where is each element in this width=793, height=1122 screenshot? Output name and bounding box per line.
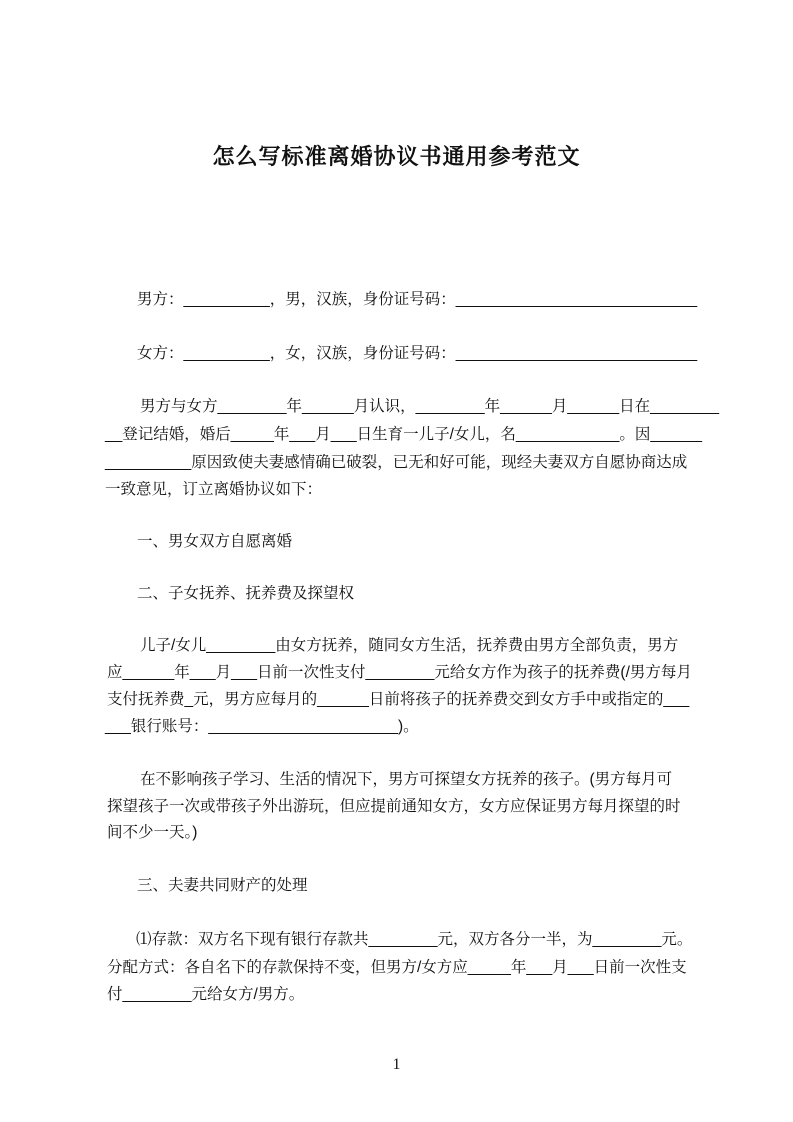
intro-line: __________原因致使夫妻感情确已破裂，已无和好可能，现经夫妻双方自愿协商达成 <box>105 454 688 471</box>
custody-line: ___银行账号：______________________)。 <box>105 718 419 735</box>
document-title: 怎么写标准离婚协议书通用参考范文 <box>212 144 581 169</box>
section-heading-1: 一、男女双方自愿离婚 <box>137 533 293 550</box>
intro-line: __登记结婚，婚后_____年___月___日生育一儿子/女儿，名____________。因______ <box>105 426 703 443</box>
visitation-line: 探望孩子一次或带孩子外出游玩，但应提前通知女方，女方应保证男方每月探望的时 <box>107 798 681 815</box>
male-party-line: 男方：__________，男，汉族，身份证号码：____________________________ <box>137 291 698 308</box>
section-heading-2: 二、子女抚养、抚养费及探望权 <box>137 585 355 602</box>
visitation-line: 在不影响孩子学习、生活的情况下，男方可探望女方抚养的孩子。(男方每月可 <box>140 771 673 788</box>
deposit-line: 分配方式：各自名下的存款保持不变，但男方/女方应_____年___月___日前一次性支 <box>107 959 687 976</box>
intro-line: 一致意见，订立离婚协议如下： <box>105 481 323 498</box>
visitation-line: 间不少一天。) <box>107 824 198 841</box>
custody-line: 支付抚养费_元，男方应每月的______日前将孩子的抚养费交到女方手中或指定的___ <box>107 691 690 708</box>
custody-line: 应______年___月___日前一次性支付________元给女方作为孩子的抚养费(/男方每月 <box>107 664 692 681</box>
deposit-line: ⑴存款：双方名下现有银行存款共________元，双方各分一半，为________元。 <box>136 931 693 948</box>
intro-line: 男方与女方________年______月认识，________年______月______日在________ <box>140 398 720 415</box>
deposit-line: 付________元给女方/男方。 <box>107 986 305 1003</box>
section-heading-3: 三、夫妻共同财产的处理 <box>137 877 308 894</box>
page-number: 1 <box>392 1056 401 1073</box>
female-party-line: 女方：__________，女，汉族，身份证号码：____________________________ <box>137 345 698 362</box>
custody-line: 儿子/女儿________由女方抚养，随同女方生活，抚养费由男方全部负责，男方 <box>140 637 679 654</box>
